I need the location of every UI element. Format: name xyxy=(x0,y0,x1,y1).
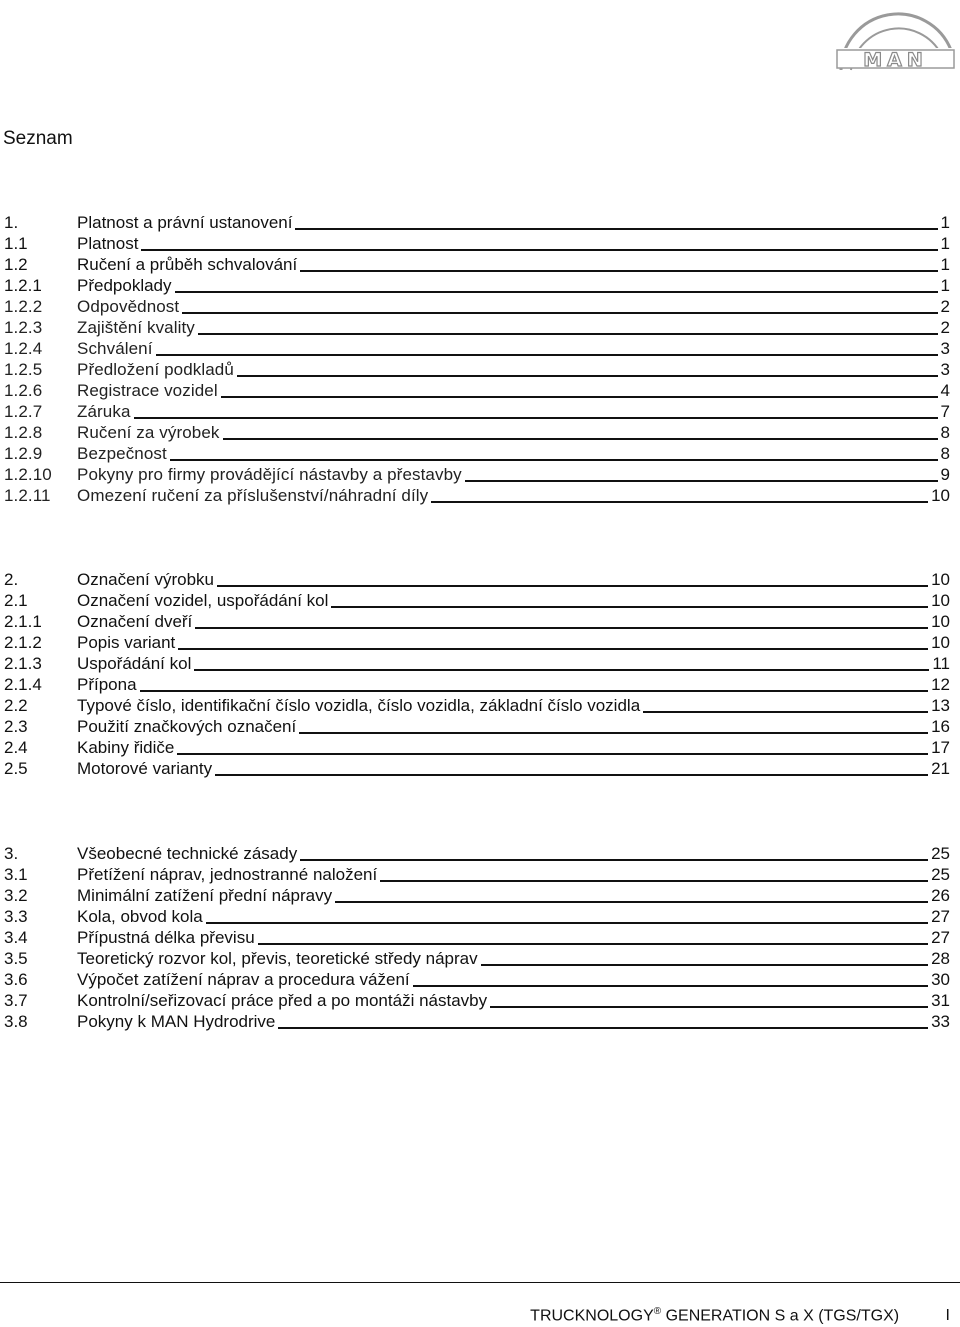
toc-entry[interactable] xyxy=(4,673,950,694)
toc-leader-line xyxy=(295,228,937,230)
toc-entry-number: 2.1.2 xyxy=(4,633,42,652)
toc-entry-page: 17 xyxy=(931,738,950,757)
toc-entry-page: 10 xyxy=(931,486,950,505)
toc-entry-title: Registrace vozidel xyxy=(77,381,218,400)
toc-entry[interactable] xyxy=(4,463,950,484)
toc-entry-page: 11 xyxy=(932,654,950,673)
toc-leader-line xyxy=(300,270,937,272)
toc-entry-number: 3.3 xyxy=(4,907,28,926)
toc-entry[interactable] xyxy=(4,316,950,337)
toc-leader-line xyxy=(217,585,928,587)
toc-entry-page: 7 xyxy=(940,402,950,421)
toc-leader-line xyxy=(215,774,928,776)
toc-entry-number: 1.2 xyxy=(4,255,28,274)
toc-entry-number: 1.2.9 xyxy=(4,444,43,463)
toc-entry-page: 10 xyxy=(931,570,950,589)
toc-entry-page: 10 xyxy=(931,633,950,652)
toc-entry-title: Schválení xyxy=(77,339,153,358)
toc-entry[interactable] xyxy=(4,211,950,232)
toc-entry-number: 3. xyxy=(4,844,19,863)
toc-entry-page: 10 xyxy=(931,612,950,631)
toc-entry[interactable] xyxy=(4,715,950,736)
toc-entry-page: 31 xyxy=(931,991,950,1010)
toc-entry-title: Použití značkových označení xyxy=(77,717,297,736)
toc-entry-page: 25 xyxy=(931,844,950,863)
toc-leader-line xyxy=(170,459,938,461)
toc-entry-title: Přetížení náprav, jednostranné naložení xyxy=(77,865,378,884)
toc-leader-line xyxy=(331,606,928,608)
toc-entry-title: Kontrolní/seřizovací práce před a po montáži nástavby xyxy=(77,991,488,1010)
registered-mark: ® xyxy=(653,1306,662,1317)
toc-entry-number: 2.1.3 xyxy=(4,654,42,673)
toc-entry[interactable] xyxy=(4,232,950,253)
toc-entry-number: 3.2 xyxy=(4,886,28,905)
toc-entry-title: Uspořádání kol xyxy=(77,654,192,673)
toc-entry[interactable] xyxy=(4,484,950,505)
toc-entry-number: 2.2 xyxy=(4,696,28,715)
toc-leader-line xyxy=(278,1027,928,1029)
toc-entry-title: Označení výrobku xyxy=(77,570,215,589)
toc-entry-title: Pokyny k MAN Hydrodrive xyxy=(77,1012,276,1031)
toc-entry-number: 3.1 xyxy=(4,865,28,884)
toc-leader-line xyxy=(300,859,928,861)
toc-entry[interactable] xyxy=(4,926,950,947)
toc-entry-number: 3.7 xyxy=(4,991,28,1010)
toc-section-2 xyxy=(4,568,950,778)
toc-leader-line xyxy=(223,438,938,440)
toc-entry-number: 3.4 xyxy=(4,928,28,947)
toc-entry-page: 25 xyxy=(931,865,950,884)
toc-leader-line xyxy=(198,333,938,335)
toc-leader-line xyxy=(156,354,938,356)
toc-entry[interactable] xyxy=(4,884,950,905)
toc-entry-page: 28 xyxy=(931,949,950,968)
toc-entry-number: 2. xyxy=(4,570,19,589)
toc-entry[interactable] xyxy=(4,905,950,926)
toc-entry-number: 3.6 xyxy=(4,970,28,989)
toc-entry-title: Kola, obvod kola xyxy=(77,907,203,926)
toc-leader-line xyxy=(335,901,928,903)
toc-section-3 xyxy=(4,842,950,1031)
toc-entry-page: 26 xyxy=(931,886,950,905)
toc-entry-number: 1.2.6 xyxy=(4,381,43,400)
toc-entry-page: 9 xyxy=(940,465,950,484)
toc-entry[interactable] xyxy=(4,842,950,863)
toc-entry-page: 33 xyxy=(931,1012,950,1031)
toc-entry[interactable] xyxy=(4,274,950,295)
toc-entry[interactable] xyxy=(4,379,950,400)
toc-entry-page: 8 xyxy=(940,444,950,463)
toc-leader-line xyxy=(490,1006,928,1008)
toc-entry[interactable] xyxy=(4,442,950,463)
toc-entry-page: 3 xyxy=(940,360,950,379)
toc-entry-page: 10 xyxy=(931,591,950,610)
toc-entry-title: Pokyny pro firmy provádějící nástavby a přestavby xyxy=(77,465,462,484)
toc-entry-title: Teoretický rozvor kol, převis, teoretické středy náprav xyxy=(77,949,478,968)
toc-entry[interactable] xyxy=(4,652,950,673)
man-logo xyxy=(833,2,958,72)
toc-entry[interactable] xyxy=(4,863,950,884)
toc-entry-title: Odpovědnost xyxy=(77,297,180,316)
toc-entry[interactable] xyxy=(4,610,950,631)
toc-entry-number: 1.1 xyxy=(4,234,28,253)
toc-entry[interactable] xyxy=(4,358,950,379)
toc-entry[interactable] xyxy=(4,568,950,589)
toc-leader-line xyxy=(465,480,938,482)
toc-entry-title: Ručení za výrobek xyxy=(77,423,220,442)
toc-entry-title: Předpoklady xyxy=(77,276,172,295)
toc-entry-number: 1.2.7 xyxy=(4,402,43,421)
toc-leader-line xyxy=(258,943,928,945)
footer-brand: TRUCKNOLOGY xyxy=(530,1307,654,1325)
toc-entry-title: Přípustná délka převisu xyxy=(77,928,255,947)
toc-entry[interactable] xyxy=(4,736,950,757)
toc-entry[interactable] xyxy=(4,631,950,652)
toc-leader-line xyxy=(175,291,938,293)
footer-subtitle: GENERATION S a X (TGS/TGX) xyxy=(665,1307,900,1325)
toc-entry[interactable] xyxy=(4,295,950,316)
toc-entry[interactable] xyxy=(4,421,950,442)
toc-entry-number: 1.2.1 xyxy=(4,276,42,295)
toc-entry-number: 2.1 xyxy=(4,591,28,610)
toc-leader-line xyxy=(134,417,938,419)
toc-entry-title: Označení vozidel, uspořádání kol xyxy=(77,591,329,610)
toc-entry[interactable] xyxy=(4,757,950,778)
toc-entry-page: 27 xyxy=(931,928,950,947)
toc-entry-title: Výpočet zatížení náprav a procedura vážení xyxy=(77,970,410,989)
toc-entry-page: 1 xyxy=(940,213,950,232)
toc-leader-line xyxy=(177,753,928,755)
toc-entry-page: 21 xyxy=(931,759,950,778)
toc-entry-number: 1. xyxy=(4,213,19,232)
toc-entry-number: 2.1.1 xyxy=(4,612,42,631)
toc-entry-number: 1.2.8 xyxy=(4,423,43,442)
toc-leader-line xyxy=(413,985,928,987)
toc-entry-page: 3 xyxy=(940,339,950,358)
footer xyxy=(530,1306,950,1325)
page-title: Seznam xyxy=(3,128,73,149)
toc-entry-title: Popis variant xyxy=(77,633,176,652)
man-logo-text: MAN xyxy=(863,49,928,71)
toc-entry-number: 2.5 xyxy=(4,759,28,778)
toc-entry-page: 1 xyxy=(940,255,950,274)
toc-entry-page: 4 xyxy=(940,381,950,400)
toc-leader-line xyxy=(178,648,928,650)
toc-entry-title: Předložení podkladů xyxy=(77,360,234,379)
toc-entry-page: 8 xyxy=(940,423,950,442)
toc-leader-line xyxy=(141,249,937,251)
page-number: I xyxy=(945,1307,950,1325)
toc-entry-number: 1.2.10 xyxy=(4,465,52,484)
toc-entry[interactable] xyxy=(4,253,950,274)
toc-entry-number: 1.2.5 xyxy=(4,360,43,379)
toc-entry-title: Motorové varianty xyxy=(77,759,213,778)
toc-leader-line xyxy=(195,627,928,629)
toc-entry[interactable] xyxy=(4,589,950,610)
toc-entry[interactable] xyxy=(4,694,950,715)
toc-entry-page: 1 xyxy=(940,276,950,295)
toc-entry-title: Bezpečnost xyxy=(77,444,167,463)
toc-leader-line xyxy=(221,396,938,398)
toc-entry-page: 12 xyxy=(931,675,950,694)
toc-leader-line xyxy=(481,964,928,966)
toc-entry-title: Platnost a právní ustanovení xyxy=(77,213,293,232)
toc-entry[interactable] xyxy=(4,947,950,968)
toc-leader-line xyxy=(140,690,929,692)
toc-entry-page: 30 xyxy=(931,970,950,989)
footer-divider xyxy=(0,1282,960,1283)
toc-entry-number: 3.5 xyxy=(4,949,28,968)
toc-entry-number: 1.2.11 xyxy=(4,486,51,505)
toc-entry-page: 27 xyxy=(931,907,950,926)
toc-entry-page: 2 xyxy=(940,318,950,337)
toc-entry-page: 2 xyxy=(940,297,950,316)
toc-entry[interactable] xyxy=(4,400,950,421)
toc-entry-number: 2.4 xyxy=(4,738,28,757)
toc-entry-title: Ručení a průběh schvalování xyxy=(77,255,298,274)
toc-entry[interactable] xyxy=(4,989,950,1010)
toc-entry-page: 13 xyxy=(931,696,950,715)
toc-entry-number: 2.1.4 xyxy=(4,675,42,694)
toc-entry-title: Platnost xyxy=(77,234,139,253)
toc-entry-number: 1.2.3 xyxy=(4,318,43,337)
toc-entry-page: 1 xyxy=(940,234,950,253)
toc-entry-title: Označení dveří xyxy=(77,612,193,631)
toc-leader-line xyxy=(643,711,928,713)
toc-entry[interactable] xyxy=(4,968,950,989)
toc-leader-line xyxy=(237,375,938,377)
toc-leader-line xyxy=(206,922,928,924)
toc-entry-title: Přípona xyxy=(77,675,137,694)
toc-section-1 xyxy=(4,211,950,505)
toc-entry-number: 1.2.4 xyxy=(4,339,43,358)
toc-entry-title: Kabiny řidiče xyxy=(77,738,175,757)
toc-leader-line xyxy=(299,732,928,734)
toc-entry[interactable] xyxy=(4,1010,950,1031)
toc-entry[interactable] xyxy=(4,337,950,358)
toc-entry-number: 2.3 xyxy=(4,717,28,736)
toc-leader-line xyxy=(380,880,928,882)
toc-entry-page: 16 xyxy=(931,717,950,736)
toc-leader-line xyxy=(431,501,928,503)
toc-entry-title: Minimální zatížení přední nápravy xyxy=(77,886,333,905)
toc-entry-title: Typové číslo, identifikační číslo vozidla, číslo vozidla, základní číslo vozidla xyxy=(77,696,641,715)
toc-entry-number: 1.2.2 xyxy=(4,297,43,316)
toc-entry-number: 3.8 xyxy=(4,1012,28,1031)
toc-entry-title: Všeobecné technické zásady xyxy=(77,844,298,863)
toc-entry-title: Záruka xyxy=(77,402,131,421)
toc-entry-title: Omezení ručení za příslušenství/náhradní díly xyxy=(77,486,429,505)
toc-entry-title: Zajištění kvality xyxy=(77,318,195,337)
toc-leader-line xyxy=(182,312,937,314)
toc-leader-line xyxy=(194,669,929,671)
